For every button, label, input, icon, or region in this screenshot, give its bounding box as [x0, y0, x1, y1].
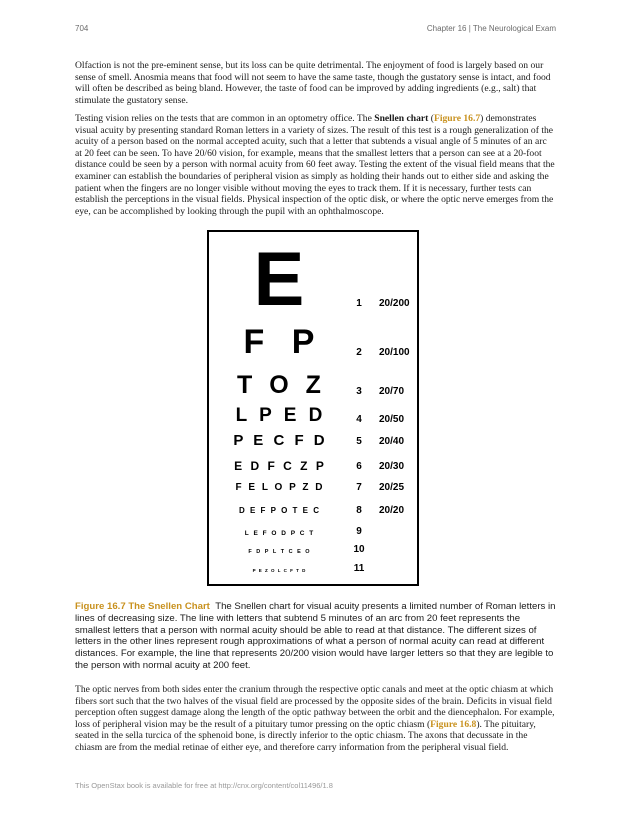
chart-acuity: 20/70 [379, 386, 405, 397]
snellen-chart [207, 230, 419, 586]
paragraph-vision-testing [75, 113, 556, 217]
chart-row-8 [209, 504, 417, 518]
chart-row-number: 5 [356, 436, 362, 447]
chart-row-10 [209, 546, 417, 558]
chart-row-11 [209, 565, 417, 577]
paragraph-olfaction: Olfaction is not the pre-eminent sense, but its loss can be quite detrimental. The enjoyment of food is largely based on our sense of smell. Anosmia means that food will not seem to have the same taste, though the gustatory sense is intact, and food will often be described as being bland. However, the taste of food can be improved by adding ingredients (e.g., salt) that stimulate the gustatory sense. [75, 60, 551, 106]
chart-row-9 [209, 528, 417, 540]
figure-caption [75, 601, 556, 672]
page-number: 704 [75, 24, 89, 33]
chapter-title: Chapter 16 | The Neurological Exam [426, 24, 556, 33]
chart-letters: F E L O P Z D [235, 482, 323, 493]
chart-acuity: 20/25 [379, 482, 405, 493]
chart-letters: F D P L T C E O [248, 549, 310, 555]
text-span: ( [428, 113, 434, 124]
chart-row-number: 8 [356, 505, 362, 516]
chart-row-number: 6 [356, 461, 362, 472]
chart-row-number: 1 [356, 298, 362, 309]
chart-acuity: 20/30 [379, 461, 405, 472]
chart-letters: L E F O D P C T [244, 530, 314, 537]
chart-row-3 [209, 370, 417, 400]
chart-letters: P E Z O L C F T D [252, 568, 306, 573]
chart-row-number: 11 [353, 563, 365, 574]
chart-acuity: 20/50 [379, 414, 405, 425]
page-footer: This OpenStax book is available for free at http://cnx.org/content/col11496/1.8 [75, 781, 333, 790]
chart-row-number: 10 [353, 544, 365, 555]
chart-letters: F P [243, 323, 315, 361]
text-span: The optic nerves from both sides enter the cranium through the respective optic canals and meet at the optic chiasm at which fibers sort such that the two halves of the visual field are processed by the opposite sides of the brain. Deficits in visual field perception often suggest damage along the length of the optic pathway between the orbit and the diencephalon. For example, loss of peripheral vision may be the result of a pituitary tumor pressing on the optic chiasm ( [75, 684, 555, 730]
text-span: Testing vision relies on the tests that are common in an optometry office. The [75, 113, 375, 124]
figure-label: Figure 16.7 The Snellen Chart [75, 601, 210, 612]
figure-link-16-7[interactable]: Figure 16.7 [433, 113, 481, 124]
term-snellen-chart: Snellen chart [374, 113, 429, 124]
figure-link-16-8[interactable]: Figure 16.8 [430, 718, 477, 730]
chart-row-2 [209, 322, 417, 362]
chart-acuity: 20/100 [379, 347, 410, 358]
chart-acuity: 20/200 [379, 298, 410, 309]
chart-letters: T O Z [237, 371, 321, 399]
chart-letters: E D F C Z P [234, 459, 324, 473]
chart-acuity: 20/20 [379, 505, 405, 516]
chart-row-5 [209, 431, 417, 451]
chart-row-number: 3 [356, 386, 362, 397]
chart-row-4 [209, 404, 417, 428]
chart-letters: E [253, 237, 305, 322]
chart-row-number: 2 [356, 347, 362, 358]
chart-row-number: 9 [356, 526, 362, 537]
chart-letters: P E C F D [233, 432, 325, 449]
chart-row-1 [209, 237, 417, 322]
chart-row-7 [209, 480, 417, 496]
paragraph-optic-nerves [75, 684, 556, 754]
caption-text: The Snellen chart for visual acuity presents a limited number of Roman letters in lines of decreasing size. The line with letters that subtend 5 minutes of an arc from 20 feet represents the smallest letters that a person with normal acuity should be able to read at that distance. The different sizes of letters in the other lines represent rough approximations of what a person of normal acuity can read at different distances. For example, the line that represents 20/200 vision would have larger letters so that they are legible to the person with normal acuity at 200 feet. [75, 601, 556, 671]
text-span: ). The pituitary, seated in the sella turcica of the sphenoid bone, is directly inferior to the optic chiasm. The axons that decussate in the chiasm are from the medial retinae of either eye, and therefore carry information from the peripheral visual field. [75, 718, 536, 753]
chart-acuity: 20/40 [379, 436, 405, 447]
chart-letters: L P E D [235, 405, 323, 426]
chart-letters: D E F P O T E C [239, 506, 319, 515]
chart-row-number: 4 [356, 414, 362, 425]
text-span: ) demonstrates visual acuity by presenting standard Roman letters in a variety of sizes. The result of this test is a rough generalization of the acuity of a person based on the normal accepted acuity, such that a letter that subtends a visual angle of 5 minutes of an arc at 20 feet can be seen. To have 20/60 vision, for example, means that the smallest letters that a person can see at a 20-foot distance could be seen by a person with normal acuity from 60 feet away. Testing the extent of the visual field means that the examiner can establish the boundaries of peripheral vision as simply as holding their hands out to either side and asking the patient when the fingers are no longer visible without moving the eyes to track them. If it is necessary, further tests can establish the perceptions in the visual fields. Physical inspection of the optic disk, or where the optic nerve emerges from the eye, can be accomplished by looking through the pupil with an ophthalmoscope. [75, 113, 555, 217]
chart-row-number: 7 [356, 482, 362, 493]
chart-row-6 [209, 457, 417, 475]
